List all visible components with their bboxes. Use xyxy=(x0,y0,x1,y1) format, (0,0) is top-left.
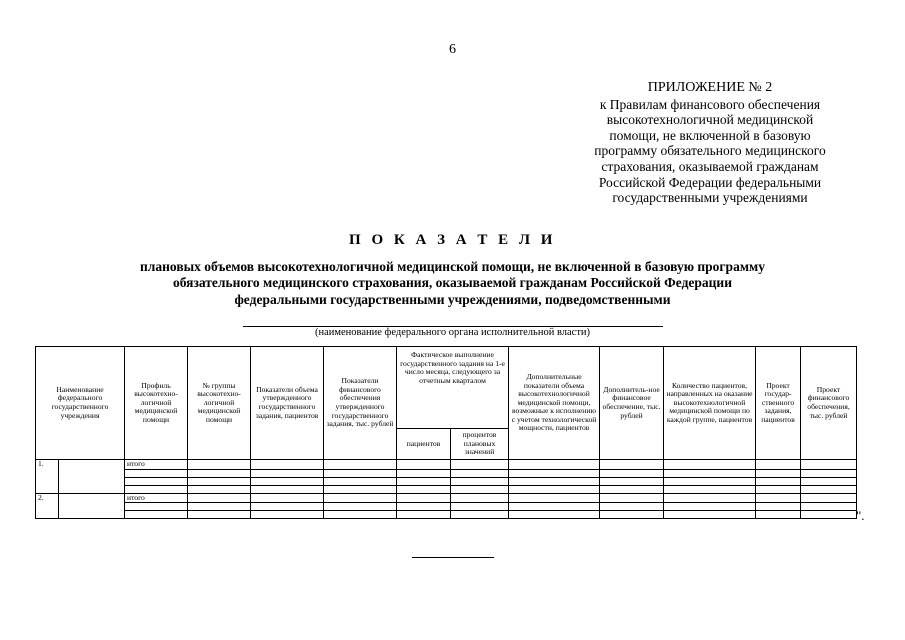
header-draft-financing: Проект финансового обеспечения, тыс. рублей xyxy=(801,347,857,460)
header-group-number: № группы высокотехно-логичной медицинской помощи xyxy=(188,347,251,460)
table-row xyxy=(36,469,857,477)
table-row xyxy=(36,477,857,485)
header-patients-count: Количество пациентов, направленных на оказание высокотехнологичной медицинской помощи по каждой группе, пациентов xyxy=(664,347,756,460)
row-total-label: итого xyxy=(125,493,188,503)
header-additional-financing: Дополнитель-ное финансовое обеспечение, тыс. рублей xyxy=(600,347,664,460)
header-profile: Профиль высокотехно-логичной медицинской помощи xyxy=(125,347,188,460)
appendix-block xyxy=(560,80,860,206)
header-institution-name: Наименование федерального государственного учреждения xyxy=(36,347,125,460)
subtitle-line: федеральными государственными учреждениями, подведомственными xyxy=(234,291,671,307)
table-row xyxy=(36,511,857,519)
table-row xyxy=(36,503,857,511)
header-actual-percent: процентов плановых значений xyxy=(451,429,509,460)
header-actual-execution: Фактическое выполнение государственного задания на 1-е число месяца, следующего за отчетным кварталом xyxy=(397,347,509,429)
page-number: 6 xyxy=(449,42,456,57)
appendix-line: государственными учреждениями xyxy=(612,190,808,206)
closing-quote: ". xyxy=(856,508,865,523)
row-number: 2. xyxy=(36,493,59,519)
header-approved-volume: Показатели объема утвержденного государственного задания, пациентов xyxy=(251,347,324,460)
subtitle-line: обязательного медицинского страхования, оказываемой гражданам Российской Федерации xyxy=(172,275,732,291)
header-draft-task: Проект государ-ственного задания, пациентов xyxy=(756,347,801,460)
appendix-line: помощи, не включенной в базовую xyxy=(609,127,811,143)
institution-cell xyxy=(59,460,125,494)
row-total-label: итого xyxy=(125,460,188,470)
row-number: 1. xyxy=(36,460,59,494)
table-row xyxy=(36,460,857,470)
table-row xyxy=(36,485,857,493)
appendix-line: программу обязательного медицинского xyxy=(594,143,826,159)
org-name-caption: (наименование федерального органа исполнительной власти) xyxy=(314,327,591,338)
document-title: П О К А З А Т Е Л И xyxy=(349,232,556,248)
header-actual-patients: пациентов xyxy=(397,429,451,460)
header-financial-indicators: Показатели финансового обеспечения утвержденного государственного задания, тыс. рублей xyxy=(324,347,397,460)
document-subtitle xyxy=(60,259,845,308)
institution-cell xyxy=(59,493,125,519)
subtitle-line: плановых объемов высокотехнологичной медицинской помощи, не включенной в базовую программу xyxy=(140,259,765,274)
table-row xyxy=(36,493,857,503)
appendix-line: к Правилам финансового обеспечения xyxy=(599,96,821,112)
appendix-line: Российской Федерации федеральными xyxy=(598,174,822,190)
indicators-table xyxy=(35,346,857,519)
appendix-line: страхования, оказываемой гражданам xyxy=(601,158,819,174)
appendix-title: ПРИЛОЖЕНИЕ № 2 xyxy=(647,80,773,95)
appendix-line: высокотехнологичной медицинской xyxy=(606,112,814,128)
header-additional-indicators: Дополнительные показатели объема высокотехнологичной медицинской помощи, возможные к исполнению с учетом технологической мощности, пациентов xyxy=(509,347,600,460)
footer-divider xyxy=(412,557,494,558)
